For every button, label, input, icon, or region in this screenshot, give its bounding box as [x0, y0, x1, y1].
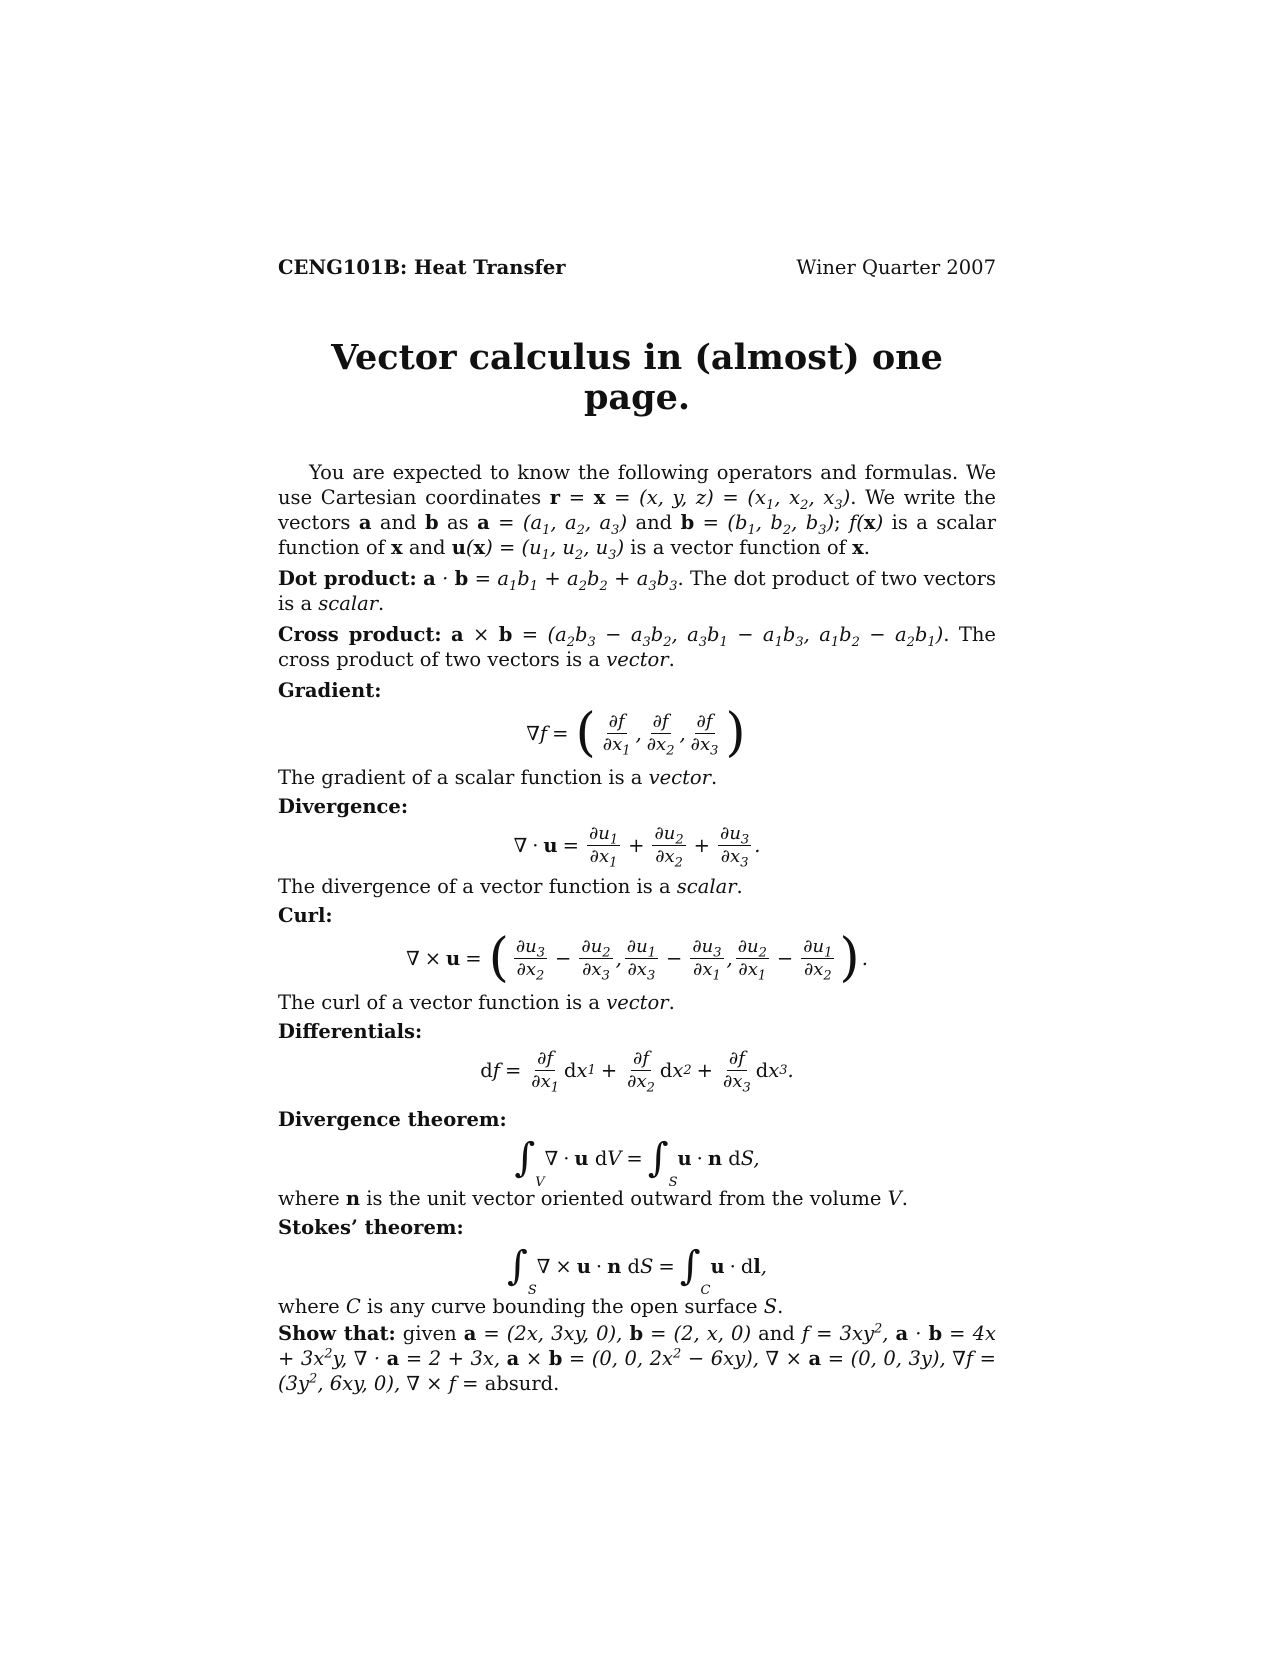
stokes-theorem-equation: $\int_S$ ∇ × u · n d S = $\int_C$ u · d l , — [507, 1243, 767, 1298]
document-page — [278, 255, 996, 1396]
divergence-theorem-label: Divergence theorem: — [278, 1108, 507, 1131]
divergence-theorem-note: where n is the unit vector oriented outward from the volume V. — [278, 1187, 908, 1210]
divergence-label: Divergence: — [278, 795, 409, 818]
page-title: Vector calculus in (almost) one page. — [331, 337, 943, 418]
term-label: Winer Quarter 2007 — [796, 256, 996, 279]
divergence-note: The divergence of a vector function is a scalar. — [278, 875, 743, 898]
stokes-theorem-note: where C is any curve bounding the open surface S. — [278, 1295, 784, 1318]
divergence-theorem-equation: $\int_V$ ∇ · u d V = $\int_S$ u · n d S, — [514, 1135, 760, 1190]
differentials-equation: d f = $\frac{\partial f}{\partial x_1}$ d x 1 + $\frac{\partial f}{\partial x_2}$ d x 2 + $\frac{\partial f}{\partial x_3}$ d x 3 . — [480, 1048, 794, 1096]
gradient-note: The gradient of a scalar function is a vector. — [278, 766, 718, 789]
gradient-label: Gradient: — [278, 679, 382, 702]
course-title: CENG101B: Heat Transfer — [278, 256, 566, 279]
dot-product-section: Dot product: $a \cdot b = a_1b_1 + a_2b_2 + a_3b_3$. The dot product of two vectors is a scalar. — [278, 567, 996, 615]
show-that-section: Show that: given a = (2x, 3xy, 0), b = (2, x, 0) and $f = 3xy^2$, $a \cdot b = 4x + 3x^2y$, ∇ · a = 2 + 3x, a × b = (0, 0, $2x^2 - 6xy$), ∇ × a = (0, 0, 3y), $\nabla f = (3y^2$, 6xy, 0), ∇ × f = absurd. — [278, 1321, 996, 1395]
stokes-theorem-label: Stokes’ theorem: — [278, 1216, 464, 1239]
differentials-label: Differentials: — [278, 1020, 423, 1043]
divergence-equation: ∇ · u = $\frac{\partial u_1}{\partial x_1}$ + $\frac{\partial u_2}{\partial x_2}$ + $\frac{\partial u_3}{\partial x_3}$ . — [513, 823, 761, 871]
curl-note: The curl of a vector function is a vector. — [278, 991, 675, 1014]
curl-equation: ∇ × u = ( $\frac{\partial u_3}{\partial x_2}$ − $\frac{\partial u_2}{\partial x_3}$ , $\frac{\partial u_1}{\partial x_3}$ − $\frac{\partial u_3}{\partial x_1}$ , $\frac{\partial u_2}{\partial x_1}$ − $\frac{\partial u_1}{\partial x_2}$ ) . — [406, 928, 868, 988]
intro-paragraph: You are expected to know the following operators and formulas. We use Cartesian coordinates r = x = (x, y, $z) = (x_1$, $x_2$, $x_3$). We write the vectors a and b as $a = (a_1$, $a_2$, $a_3$) and $b = (b_1$, $b_2$, $b_3$); f(x) is a scalar function of x and $u(x) = (u_1$, $u_2$, $u_3$) is a vector function of x. — [278, 461, 997, 563]
page-header — [278, 255, 996, 280]
gradient-equation: ∇ f = ( $\frac{\partial f}{\partial x_1}$ , $\frac{\partial f}{\partial x_2}$ , $\frac{\partial f}{\partial x_3}$ ) — [526, 703, 746, 763]
curl-label: Curl: — [278, 904, 333, 927]
cross-product-section: Cross product: $a \times b = (a_2b_3 - a_3b_2$, $a_3b_1 - a_1b_3$, $a_1b_2 - a_2b_1$). The cross product of two vectors is a vector. — [278, 623, 996, 671]
